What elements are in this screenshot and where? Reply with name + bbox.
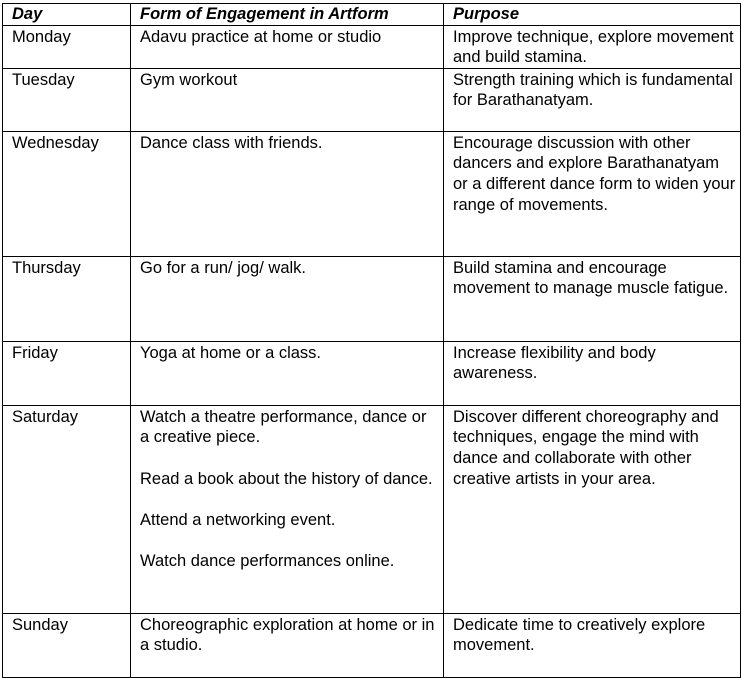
day-cell: Thursday (3, 256, 131, 341)
form-cell (131, 131, 444, 256)
purpose-cell: Improve technique, explore movement and build stamina. (444, 25, 741, 68)
form-text: Adavu practice at home or studio (140, 27, 382, 46)
table-row-friday (3, 341, 741, 405)
day-cell: Monday (3, 25, 131, 68)
purpose-cell: Encourage discussion with other dancers and explore Barathanatyam or a different dance form to widen your range of movements. (444, 131, 741, 256)
form-cell (131, 256, 444, 341)
purpose-cell: Strength training which is fundamental for Barathanatyam. (444, 68, 741, 131)
table-row-sunday (3, 613, 741, 677)
table-row-tuesday (3, 68, 741, 131)
header-purpose: Purpose (444, 4, 741, 26)
form-text: Attend a networking event. (140, 510, 336, 529)
form-text: Go for a run/ jog/ walk. (140, 258, 306, 277)
form-text: Choreographic exploration at home or in a studio. (140, 615, 435, 655)
purpose-cell: Increase flexibility and body awareness. (444, 341, 741, 405)
form-text: Dance class with friends. (140, 133, 323, 152)
purpose-cell: Discover different choreography and techniques, engage the mind with dance and collaborate with other creative artists in your area. (444, 405, 741, 613)
purpose-cell: Build stamina and encourage movement to manage muscle fatigue. (444, 256, 741, 341)
header-form-of-engagement: Form of Engagement in Artform (131, 4, 444, 26)
form-text: Watch dance performances online. (140, 551, 395, 570)
form-cell (131, 613, 444, 677)
form-text: Read a book about the history of dance. (140, 469, 433, 488)
form-text: Yoga at home or a class. (140, 343, 322, 362)
day-cell: Sunday (3, 613, 131, 677)
weekly-schedule-table (2, 3, 741, 678)
form-cell (131, 68, 444, 131)
table-row-wednesday (3, 131, 741, 256)
form-text: Watch a theatre performance, dance or a creative piece. (140, 407, 427, 447)
table-row-thursday (3, 256, 741, 341)
form-cell (131, 341, 444, 405)
day-cell: Friday (3, 341, 131, 405)
purpose-cell: Dedicate time to creatively explore movement. (444, 613, 741, 677)
table-header-row (3, 4, 741, 26)
table-row-saturday (3, 405, 741, 613)
form-cell (131, 405, 444, 613)
header-day: Day (3, 4, 131, 26)
day-cell: Wednesday (3, 131, 131, 256)
form-cell (131, 25, 444, 68)
day-cell: Tuesday (3, 68, 131, 131)
day-cell: Saturday (3, 405, 131, 613)
table-row-monday (3, 25, 741, 68)
form-text: Gym workout (140, 70, 238, 89)
